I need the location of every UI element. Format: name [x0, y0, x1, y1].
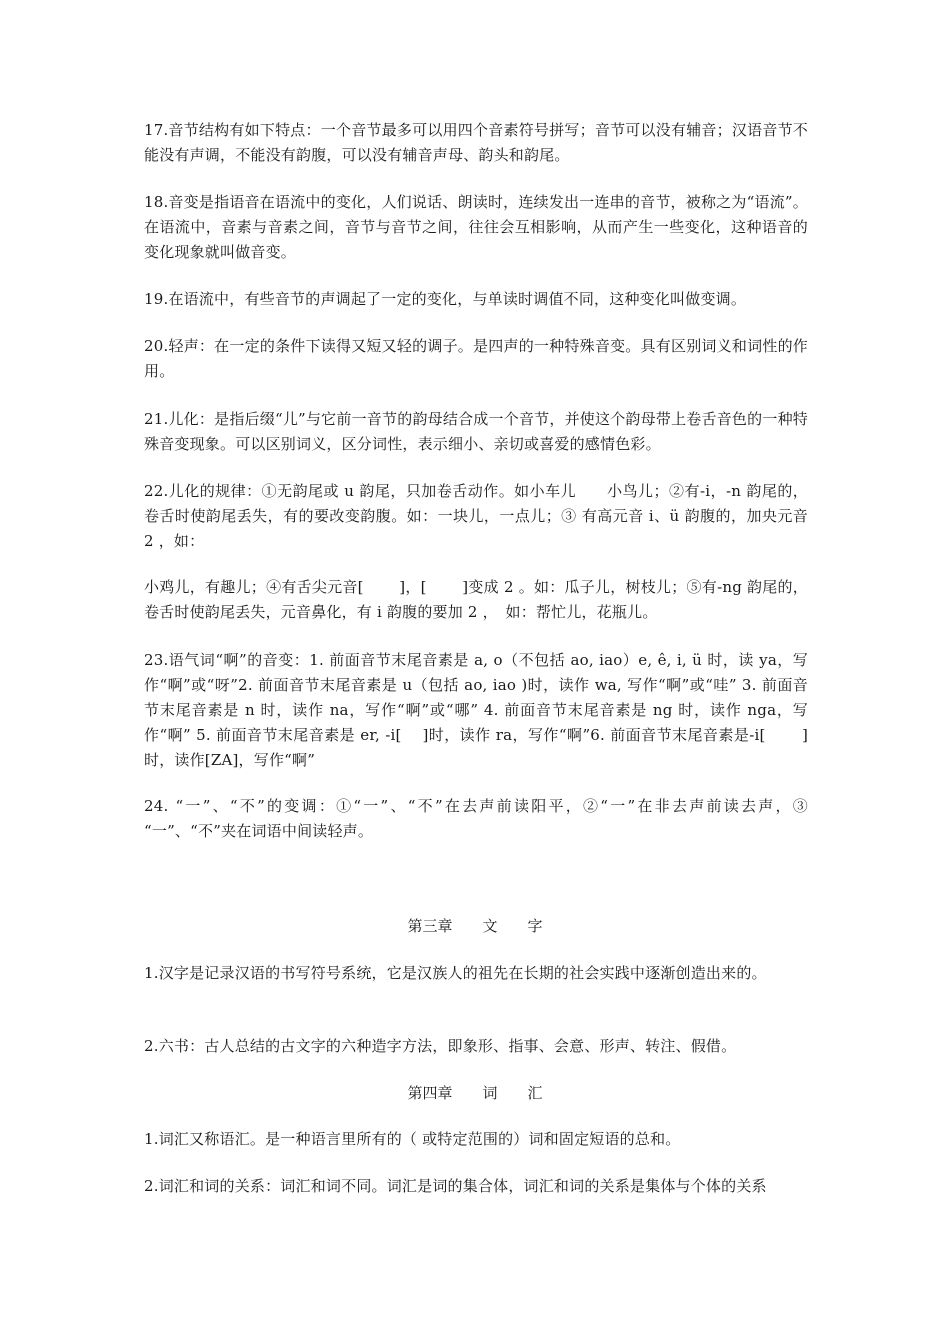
chapter-3-heading: 第三章 文 字: [407, 917, 543, 935]
chapter-3-paragraph-2: 2.六书：古人总结的古文字的六种造字方法，即象形、指事、会意、形声、转注、假借。: [144, 1037, 737, 1055]
chapter-4-heading: 第四章 词 汇: [407, 1084, 543, 1102]
paragraph-18: 18.音变是指语音在语流中的变化，人们说话、朗读时，连续发出一连串的音节，被称之为“语流”。在语流中，音素与音素之间，音节与音节之间，往往会互相影响，从而产生一些变化，这种语音的变化现象就叫做音变。: [144, 193, 808, 261]
paragraph-23: 23.语气词“啊”的音变：1. 前面音节末尾音素是 a, o（不包括 ao, iao）e, ê, i, ü 时，读 ya，写作“啊”或“呀”2. 前面音节末尾音素是 u（包括 ao, iao )时，读作 wa, 写作“啊”或“哇” 3. 前面音节末尾音素是 n 时，读作 na，写作“啊”或“哪” 4. 前面音节末尾音素是 ng 时，读作 nga，写作“啊” 5. 前面音节末尾音素是 er, -i[ ]时，读作 ra，写作“啊”6. 前面音节末尾音素是-i[ ]时，读作[ZA]，写作“啊”: [144, 651, 808, 769]
paragraph-20: 20.轻声：在一定的条件下读得又短又轻的调子。是四声的一种特殊音变。具有区别词义和词性的作用。: [144, 337, 808, 380]
paragraph-22-part-1: 22.儿化的规律：①无韵尾或 u 韵尾，只加卷舌动作。如小车儿 小鸟儿；②有-i，-n 韵尾的，卷舌时使韵尾丢失，有的要改变韵腹。如：一块儿，一点儿；③ 有高元音 i、ü 韵腹的，加央元音 2 ，如：: [144, 482, 808, 550]
chapter-3-paragraph-1: 1.汉字是记录汉语的书写符号系统，它是汉族人的祖先在长期的社会实践中逐渐创造出来的。: [144, 964, 767, 982]
paragraph-21: 21.儿化：是指后缀“儿”与它前一音节的韵母结合成一个音节，并使这个韵母带上卷舌音色的一种特殊音变现象。可以区别词义，区分词性，表示细小、亲切或喜爱的感情色彩。: [144, 410, 808, 453]
chapter-4-paragraph-2: 2.词汇和词的关系：词汇和词不同。词汇是词的集合体，词汇和词的关系是集体与个体的关系: [144, 1177, 767, 1195]
paragraph-19: 19.在语流中，有些音节的声调起了一定的变化，与单读时调值不同，这种变化叫做变调。: [144, 290, 747, 308]
paragraph-24: 24. “一”、“不”的变调：①“一”、“不”在去声前读阳平，②“一”在非去声前读去声，③ “一”、“不”夹在词语中间读轻声。: [144, 797, 808, 840]
chapter-4-paragraph-1: 1.词汇又称语汇。是一种语言里所有的（ 或特定范围的）词和固定短语的总和。: [144, 1130, 681, 1148]
paragraph-22-part-2: 小鸡儿，有趣儿；④有舌尖元音[ ]，[ ]变成 2 。如：瓜子儿，树枝儿；⑤有-ng 韵尾的，卷舌时使韵尾丢失，元音鼻化，有 i 韵腹的要加 2 ， 如：帮忙儿，花瓶儿。: [144, 578, 808, 621]
paragraph-17: 17.音节结构有如下特点：一个音节最多可以用四个音素符号拼写；音节可以没有辅音；汉语音节不能没有声调，不能没有韵腹，可以没有辅音声母、韵头和韵尾。: [144, 121, 808, 164]
